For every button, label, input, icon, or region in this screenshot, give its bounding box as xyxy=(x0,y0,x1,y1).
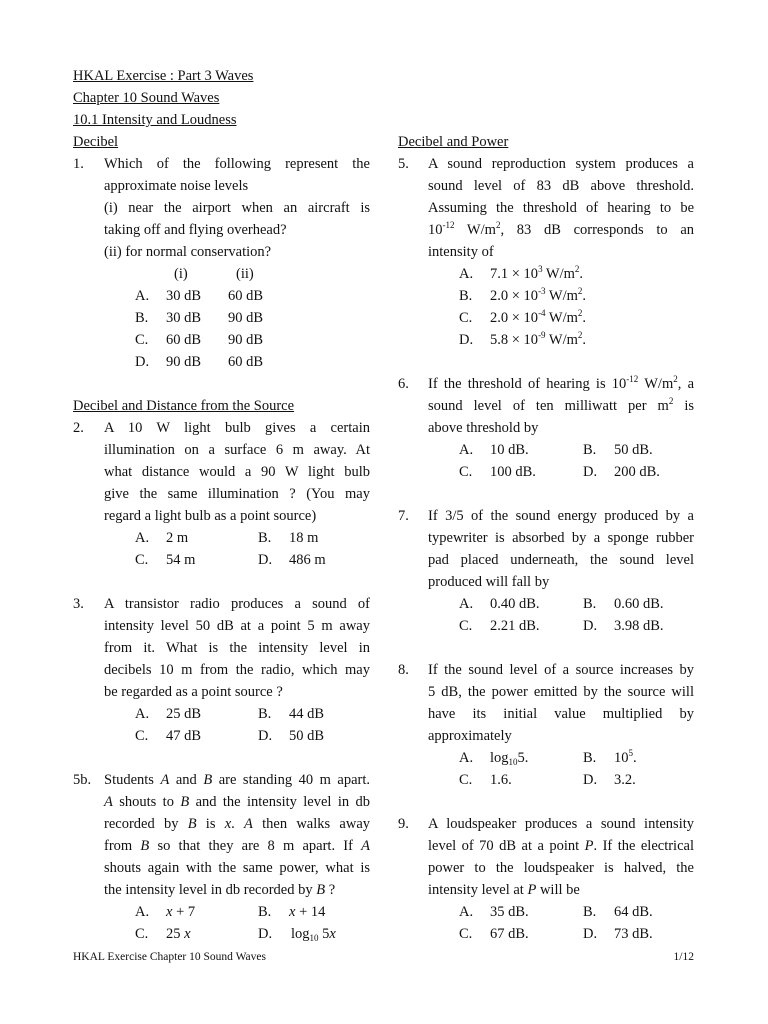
question-text-line: typewriter is absorbed by a sponge rubber xyxy=(428,530,694,546)
option-value: x + 7 xyxy=(166,904,196,920)
option-letter: D. xyxy=(135,354,150,370)
question-text-line: shouts again with the same power, what is xyxy=(104,860,370,876)
option-value: 50 dB xyxy=(289,728,325,744)
question-text-line: A transistor radio produces a sound of xyxy=(104,596,370,612)
question-text-line: If the threshold of hearing is $10^{-12}$ $W/m^2$, a xyxy=(428,374,694,392)
option-letter: D. xyxy=(258,728,273,744)
option-value: 60 dB xyxy=(228,288,264,304)
chapter-title: Chapter 10 Sound Waves xyxy=(73,90,220,106)
option-value: $2.0 \times 10^{-3}$ $W/m^2$. xyxy=(490,286,587,304)
option-letter: B. xyxy=(258,904,272,920)
option-value: 67 dB. xyxy=(490,926,529,942)
option-letter: C. xyxy=(135,552,149,568)
option-value: 486 m xyxy=(289,552,326,568)
question-text-line: intensity level 50 dB at a point 5 m away xyxy=(104,618,370,634)
option-letter: D. xyxy=(583,464,598,480)
option-letter: C. xyxy=(459,464,473,480)
page-number: 1/12 xyxy=(673,951,694,963)
option-value: 3.98 dB. xyxy=(614,618,664,634)
option-value: 90 dB xyxy=(166,354,202,370)
option-value: 0.60 dB. xyxy=(614,596,664,612)
question-text-line: power to the loudspeaker is halved, the xyxy=(428,860,694,876)
option-value: 60 dB xyxy=(166,332,202,348)
heading-decibel: Decibel xyxy=(73,134,119,150)
question-text-line: Which of the following represent the xyxy=(104,156,370,172)
question-text-line: A 10 W light bulb gives a certain xyxy=(104,420,370,436)
question-text-line: Students A and B are standing 40 m apart. xyxy=(104,772,371,788)
option-letter: A. xyxy=(135,706,150,722)
question-text-line: recorded by B is x. A then walks away xyxy=(104,816,371,832)
heading-distance: Decibel and Distance from the Source xyxy=(73,398,295,414)
option-value: 10 dB. xyxy=(490,442,529,458)
option-value: $7.1 \times 10^3$ $W/m^2$. xyxy=(490,264,584,282)
option-value: $2.0 \times 10^{-4}$ $W/m^2$. xyxy=(490,308,587,326)
option-value: 90 dB xyxy=(228,332,264,348)
option-letter: B. xyxy=(459,288,473,304)
question-text-line: produced will fall by xyxy=(428,574,550,590)
question-text-line: Assuming the threshold of hearing to be xyxy=(428,200,694,216)
question-text-line: approximate noise levels xyxy=(104,178,249,194)
question-text-line: $10^{-12}$ $W/m^2$, 83 dB corresponds to an xyxy=(428,220,695,238)
option-letter: A. xyxy=(135,904,150,920)
question-text-line: taking off and flying overhead? xyxy=(104,222,287,238)
option-letter: A. xyxy=(459,266,474,282)
option-letter: A. xyxy=(459,596,474,612)
option-letter: B. xyxy=(583,904,597,920)
option-value: 18 m xyxy=(289,530,319,546)
option-value: 30 dB xyxy=(166,288,202,304)
option-value: 25 x xyxy=(166,926,191,942)
option-letter: D. xyxy=(258,552,273,568)
option-letter: A. xyxy=(135,530,150,546)
option-value: 73 dB. xyxy=(614,926,653,942)
option-value: 0.40 dB. xyxy=(490,596,540,612)
option-letter: D. xyxy=(583,618,598,634)
question-number: 9. xyxy=(398,816,409,832)
question-text-line: from B so that they are 8 m apart. If A xyxy=(104,838,370,854)
column-header-i: (i) xyxy=(174,266,188,282)
question-number: 5b. xyxy=(73,772,92,788)
option-letter: D. xyxy=(258,926,273,942)
page-title: HKAL Exercise : Part 3 Waves xyxy=(73,68,254,84)
question-text-line: decibels 10 m from the radio, which may xyxy=(104,662,370,678)
question-text-line: intensity level at P will be xyxy=(428,882,580,898)
question-text-line: 5 dB, the power emitted by the source will xyxy=(428,684,694,700)
option-letter: C. xyxy=(135,728,149,744)
question-number: 7. xyxy=(398,508,409,524)
question-text-line: sound level of 83 dB above threshold. xyxy=(428,178,694,194)
question-text-line: If 3/5 of the sound energy produced by a xyxy=(428,508,694,524)
option-value: 60 dB xyxy=(228,354,264,370)
question-text-line: A sound reproduction system produces a xyxy=(428,156,694,172)
question-text-line: level of 70 dB at a point P. If the electrical xyxy=(428,838,694,854)
option-value: $\log_{10}5$. xyxy=(490,750,529,767)
question-text-line: If the sound level of a source increases by xyxy=(428,662,694,678)
question-number: 6. xyxy=(398,376,409,392)
question-number: 2. xyxy=(73,420,84,436)
option-value: $5.8 \times 10^{-9}$ $W/m^2$. xyxy=(490,330,587,348)
question-text-line: (ii) for normal conservation? xyxy=(104,244,272,260)
option-value: 3.2. xyxy=(614,772,636,788)
option-value: 100 dB. xyxy=(490,464,536,480)
option-value: 2 m xyxy=(166,530,189,546)
option-value: 30 dB xyxy=(166,310,202,326)
option-letter: D. xyxy=(583,926,598,942)
question-number: 3. xyxy=(73,596,84,612)
option-value: 200 dB. xyxy=(614,464,660,480)
question-text-line: intensity of xyxy=(428,244,494,260)
option-letter: A. xyxy=(459,750,474,766)
option-value: 2.21 dB. xyxy=(490,618,540,634)
option-letter: B. xyxy=(583,750,597,766)
option-letter: A. xyxy=(135,288,150,304)
option-value: x + 14 xyxy=(289,904,326,920)
heading-power: Decibel and Power xyxy=(398,134,509,150)
question-text-line: A shouts to B and the intensity level in db xyxy=(104,794,370,810)
question-text-line: sound level of ten milliwatt per $m^2$ is xyxy=(428,396,695,414)
question-text-line: approximately xyxy=(428,728,512,744)
option-letter: B. xyxy=(135,310,149,326)
question-text-line: (i) near the airport when an aircraft is xyxy=(104,200,370,216)
question-text-line: have its initial value multiplied by xyxy=(428,706,694,722)
option-value: 1.6. xyxy=(490,772,512,788)
question-text-line: give the same illumination ? (You may xyxy=(104,486,370,502)
column-header-ii: (ii) xyxy=(236,266,254,282)
option-value: 47 dB xyxy=(166,728,202,744)
option-value: 90 dB xyxy=(228,310,264,326)
option-value: 64 dB. xyxy=(614,904,653,920)
option-letter: B. xyxy=(258,706,272,722)
option-value: $10^5$. xyxy=(614,748,637,766)
option-value: 25 dB xyxy=(166,706,202,722)
option-letter: C. xyxy=(459,618,473,634)
option-value: 50 dB. xyxy=(614,442,653,458)
footer-title: HKAL Exercise Chapter 10 Sound Waves xyxy=(73,951,266,963)
question-text-line: be regarded as a point source ? xyxy=(104,684,283,700)
option-letter: B. xyxy=(583,596,597,612)
question-text-line: what distance would a 90 W light bulb xyxy=(104,464,370,480)
option-value: 54 m xyxy=(166,552,196,568)
option-value: 44 dB xyxy=(289,706,325,722)
question-text-line: pad placed underneath, the sound level xyxy=(428,552,694,568)
option-value: 35 dB. xyxy=(490,904,529,920)
option-letter: A. xyxy=(459,442,474,458)
section-title: 10.1 Intensity and Loudness xyxy=(73,112,237,128)
question-number: 1. xyxy=(73,156,84,172)
option-letter: D. xyxy=(583,772,598,788)
question-text-line: regard a light bulb as a point source) xyxy=(104,508,317,524)
option-letter: C. xyxy=(135,332,149,348)
option-letter: C. xyxy=(459,926,473,942)
option-letter: A. xyxy=(459,904,474,920)
question-text-line: the intensity level in db recorded by B ? xyxy=(104,882,336,898)
question-text-line: above threshold by xyxy=(428,420,539,436)
option-letter: C. xyxy=(459,772,473,788)
question-number: 8. xyxy=(398,662,409,678)
question-text-line: from it. What is the intensity level in xyxy=(104,640,370,656)
option-letter: C. xyxy=(135,926,149,942)
option-letter: D. xyxy=(459,332,474,348)
question-number: 5. xyxy=(398,156,409,172)
question-text-line: A loudspeaker produces a sound intensity xyxy=(428,816,694,832)
option-value: $\log_{10} 5x$ xyxy=(291,926,336,943)
option-letter: C. xyxy=(459,310,473,326)
option-letter: B. xyxy=(258,530,272,546)
option-letter: B. xyxy=(583,442,597,458)
question-text-line: illumination on a surface 6 m away. At xyxy=(104,442,370,458)
